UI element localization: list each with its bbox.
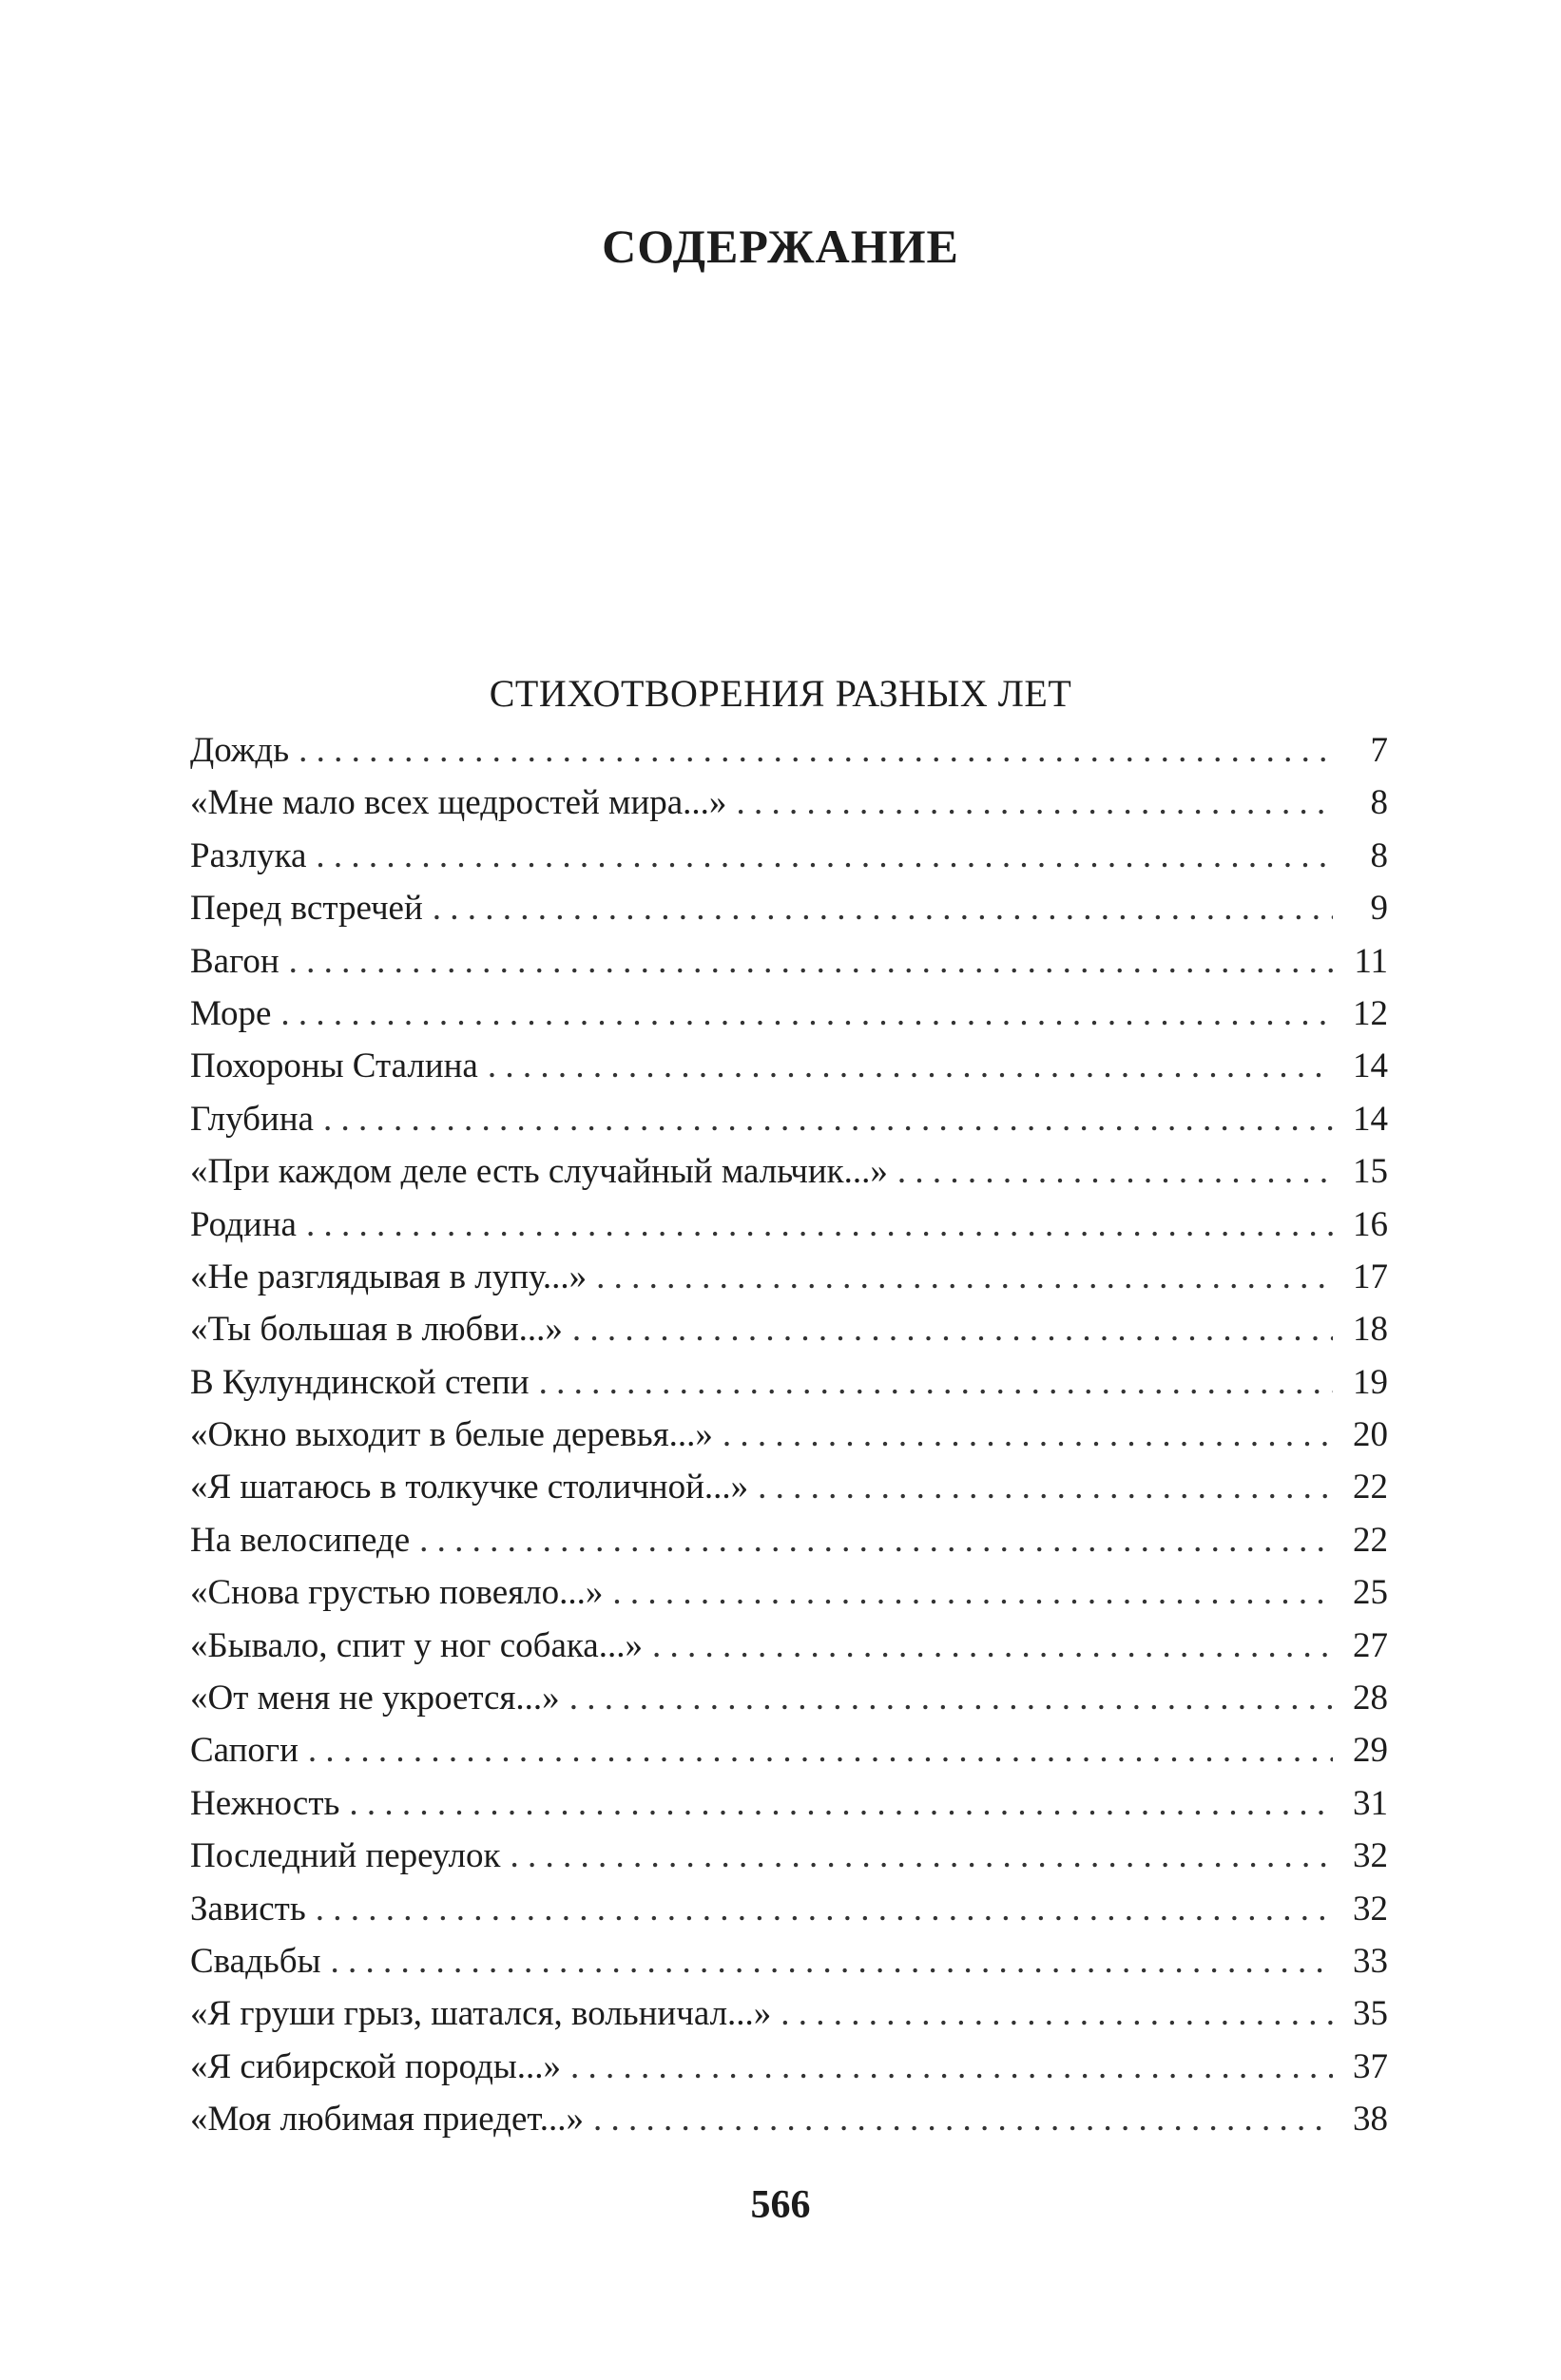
toc-entry-title: «Не разглядывая в лупу...» <box>190 1257 588 1296</box>
toc-entry-page: 37 <box>1353 2046 1388 2086</box>
toc-entry <box>190 1199 1388 1251</box>
toc-entry-page: 22 <box>1353 1520 1388 1560</box>
dot-leader <box>316 830 1333 882</box>
toc-entry <box>190 1777 1388 1830</box>
toc-entry-page: 35 <box>1353 1994 1388 2034</box>
toc-entry-page: 31 <box>1353 1783 1388 1823</box>
toc-entry <box>190 1303 1388 1355</box>
dot-leader <box>330 1935 1333 1987</box>
toc-entry <box>190 1409 1388 1461</box>
contents-heading: СОДЕРЖАНИЕ <box>602 220 959 273</box>
toc-entry-title: Зависть <box>190 1889 306 1929</box>
toc-entry-title: «От меня не укроется...» <box>190 1679 560 1718</box>
toc-entry-title: «При каждом деле есть случайный мальчик...» <box>190 1152 888 1192</box>
toc-entry <box>190 1251 1388 1303</box>
toc-entry-title: Вагон <box>190 941 279 981</box>
toc-entry-title: Дождь <box>190 731 290 770</box>
toc-entry-page: 12 <box>1353 993 1388 1033</box>
toc-entry-page: 14 <box>1353 1046 1388 1086</box>
toc-entry-page: 38 <box>1353 2100 1388 2140</box>
dot-leader <box>593 2093 1333 2145</box>
toc-entry <box>190 1461 1388 1513</box>
toc-entry-title: Похороны Сталина <box>190 1046 478 1086</box>
toc-entry-page: 33 <box>1353 1941 1388 1981</box>
toc-entry-page: 9 <box>1370 889 1388 929</box>
dot-leader <box>323 1093 1333 1145</box>
toc-entry-title: «Бывало, спит у ног собака...» <box>190 1625 643 1665</box>
toc-entry-title: Свадьбы <box>190 1941 321 1981</box>
toc-entry-page: 7 <box>1370 731 1388 770</box>
toc-entry <box>190 830 1388 882</box>
dot-leader <box>433 882 1333 934</box>
dot-leader <box>308 1724 1333 1776</box>
toc-entry-title: «Я шатаюсь в толкучке столичной...» <box>190 1468 749 1507</box>
toc-entry-page: 22 <box>1353 1468 1388 1507</box>
toc-entry <box>190 1620 1388 1672</box>
toc-entry <box>190 2093 1388 2145</box>
dot-leader <box>652 1620 1333 1672</box>
dot-leader <box>572 1303 1333 1355</box>
dot-leader <box>612 1566 1333 1619</box>
toc-entry-page: 8 <box>1370 835 1388 875</box>
toc-entry <box>190 1514 1388 1566</box>
toc-entry-page: 8 <box>1370 783 1388 823</box>
page-number: 566 <box>750 2183 811 2227</box>
toc-entry <box>190 882 1388 934</box>
toc-entry-title: На велосипеде <box>190 1520 411 1560</box>
toc-entry-title: «Моя любимая приедет...» <box>190 2100 585 2140</box>
toc-entry-title: Перед встречей <box>190 889 423 929</box>
toc-entry <box>190 1093 1388 1145</box>
toc-entry-page: 28 <box>1353 1679 1388 1718</box>
toc-entry-title: Море <box>190 993 272 1033</box>
toc-entry-title: Последний переулок <box>190 1836 501 1876</box>
dot-leader <box>419 1514 1333 1566</box>
dot-leader <box>510 1830 1333 1882</box>
dot-leader <box>488 1040 1333 1092</box>
toc-entry-title: Родина <box>190 1204 297 1244</box>
toc-entry-page: 29 <box>1353 1731 1388 1771</box>
dot-leader <box>299 724 1333 777</box>
toc-entry-title: «Мне мало всех щедростей мира...» <box>190 783 727 823</box>
dot-leader <box>280 988 1333 1040</box>
toc-entry-page: 17 <box>1353 1257 1388 1296</box>
toc-entry-title: «Я груши грыз, шатался, вольничал...» <box>190 1994 772 2034</box>
toc-entry <box>190 1724 1388 1776</box>
toc-entry <box>190 1566 1388 1619</box>
dot-leader <box>723 1409 1333 1461</box>
toc-entry-page: 16 <box>1353 1204 1388 1244</box>
toc-entry <box>190 1145 1388 1198</box>
toc-entry-title: «Снова грустью повеяло...» <box>190 1573 604 1613</box>
dot-leader <box>289 935 1333 988</box>
toc-entry-title: Нежность <box>190 1783 340 1823</box>
toc-entry-title: В Кулундинской степи <box>190 1362 530 1402</box>
toc-entry-page: 27 <box>1353 1625 1388 1665</box>
dot-leader <box>306 1199 1333 1251</box>
toc-entry <box>190 1987 1388 2040</box>
toc-entry-page: 11 <box>1354 941 1388 981</box>
toc-entry-page: 32 <box>1353 1836 1388 1876</box>
dot-leader <box>780 1987 1333 2040</box>
toc-entry <box>190 1830 1388 1882</box>
toc-entry <box>190 1883 1388 1935</box>
toc-entry-title: Глубина <box>190 1099 314 1139</box>
toc-entry-title: «Ты большая в любви...» <box>190 1310 563 1350</box>
dot-leader <box>316 1883 1333 1935</box>
toc-entry <box>190 2041 1388 2093</box>
toc-entry <box>190 724 1388 777</box>
toc-entry-title: «Окно выходит в белые деревья...» <box>190 1415 713 1455</box>
dot-leader <box>736 777 1333 829</box>
dot-leader <box>758 1461 1333 1513</box>
toc-entry-page: 15 <box>1353 1152 1388 1192</box>
toc-entry-title: «Я сибирской породы...» <box>190 2046 562 2086</box>
section-heading: СТИХОТВОРЕНИЯ РАЗНЫХ ЛЕТ <box>489 672 1072 715</box>
dot-leader <box>596 1251 1333 1303</box>
toc-entry <box>190 988 1388 1040</box>
toc-entry-page: 14 <box>1353 1099 1388 1139</box>
toc-entry-page: 19 <box>1353 1362 1388 1402</box>
dot-leader <box>570 2041 1333 2093</box>
toc-entry <box>190 1672 1388 1724</box>
table-of-contents <box>190 724 1388 2146</box>
toc-entry <box>190 1356 1388 1409</box>
dot-leader <box>539 1356 1333 1409</box>
dot-leader <box>349 1777 1333 1830</box>
toc-entry <box>190 1935 1388 1987</box>
toc-entry-page: 25 <box>1353 1573 1388 1613</box>
dot-leader <box>569 1672 1333 1724</box>
toc-entry <box>190 777 1388 829</box>
toc-entry-title: Сапоги <box>190 1731 299 1771</box>
toc-entry-title: Разлука <box>190 835 307 875</box>
toc-entry <box>190 1040 1388 1092</box>
toc-entry <box>190 935 1388 988</box>
dot-leader <box>897 1145 1333 1198</box>
toc-entry-page: 18 <box>1353 1310 1388 1350</box>
toc-entry-page: 20 <box>1353 1415 1388 1455</box>
toc-entry-page: 32 <box>1353 1889 1388 1929</box>
